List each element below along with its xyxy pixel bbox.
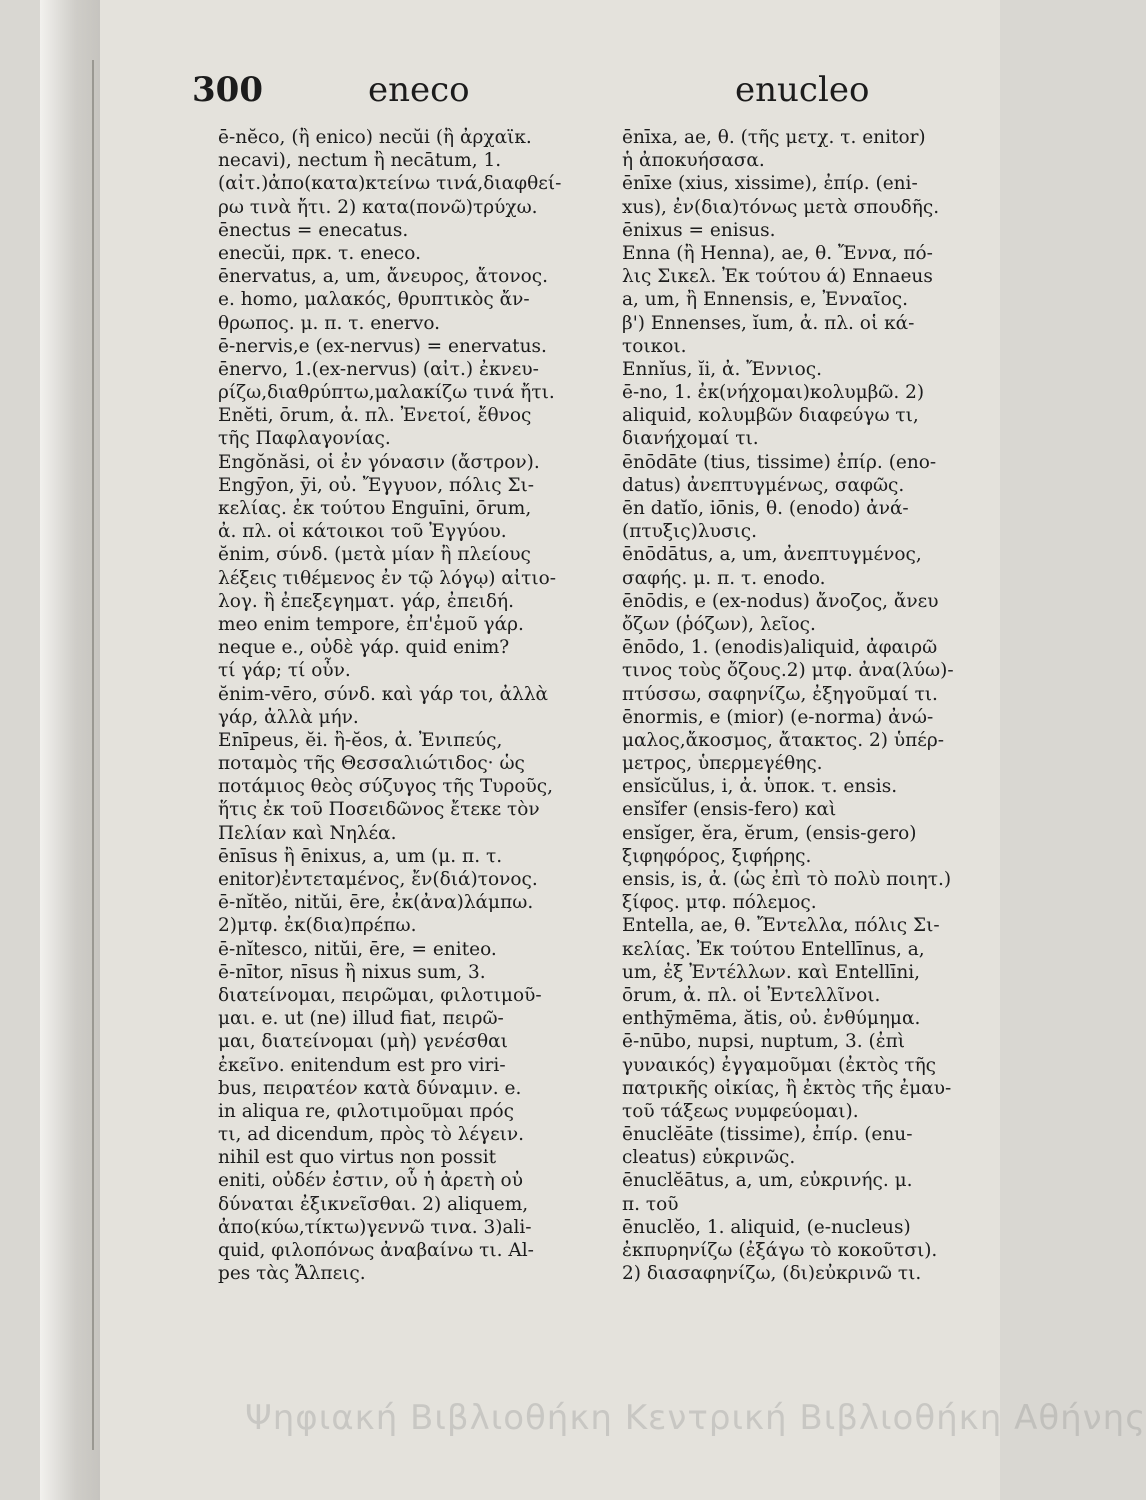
entry-line: ξιφηφόρος, ξιφήρης. — [622, 845, 812, 867]
entry-line: διατείνομαι, πειρῶμαι, φιλοτιμοῦ- — [218, 984, 542, 1006]
entry-line: Πελίαν καὶ Νηλέα. — [218, 822, 397, 844]
entry-line: ensĭfer (ensis-fero) καὶ — [622, 799, 837, 821]
entry-line: ē-nĭtĕo, nitŭi, ēre, ἐκ(ἀνα)λάμπω. — [218, 892, 534, 914]
entry-line: cleatus) εὐκρινῶς. — [622, 1147, 796, 1169]
entry-line: ēnuclĕo, 1. aliquid, (e-nucleus) — [622, 1216, 911, 1238]
entry-line: μαι, διατείνομαι (μὴ) γενέσθαι — [218, 1031, 508, 1053]
entry-line: κελίας. ἐκ τούτου Enguīni, ōrum, — [218, 498, 532, 519]
entry-line: quid, φιλοπόνως ἀναβαίνω τι. Al- — [218, 1240, 534, 1261]
entry-line: ē-nĭtesco, nitŭi, ēre, = eniteo. — [218, 938, 497, 960]
margin-rule — [92, 60, 94, 1450]
entry-line: ἀ. πλ. οἱ κάτοικοι τοῦ Ἐγγύου. — [218, 521, 507, 543]
entry-line: μαλος,ἄκοσμος, ἄτακτος. 2) ὑπέρ- — [622, 729, 944, 751]
entry-line: a, um, ἢ Ennensis, e, Ἐνναῖος. — [622, 289, 908, 311]
entry-line: Enna (ἢ Henna), ae, θ. Ἔννα, πό- — [622, 242, 933, 264]
entry-line: λέξεις τιθέμενος ἐν τῷ λόγῳ) αἰτιο- — [218, 567, 557, 589]
entry-line: ensis, is, ἀ. (ὡς ἐπὶ τὸ πολὺ ποιητ.) — [622, 869, 952, 890]
entry-line: Engŏnăsi, οἱ ἐν γόνασιν (ἄστρον). — [218, 451, 540, 473]
entry-line: μαι. e. ut (ne) illud fiat, πειρῶ- — [218, 1008, 504, 1030]
entry-line: ēnōdis, e (ex-nodus) ἄνοζος, ἄνευ — [622, 590, 939, 612]
entry-line: nihil est quo virtus non possit — [218, 1147, 497, 1169]
entry-line: ēnīxa, ae, θ. (τῆς μετχ. τ. enitor) — [622, 127, 926, 148]
entry-line: σαφής. μ. π. τ. enodo. — [622, 567, 826, 589]
entry-line: ĕnim, σύνδ. (μετὰ μίαν ἢ πλείους — [218, 544, 531, 566]
entry-line: τῆς Παφλαγονίας. — [218, 428, 391, 450]
entry-line: γυναικός) ἐγγαμοῦμαι (ἐκτὸς τῆς — [622, 1054, 937, 1076]
entry-line: in aliqua re, φιλοτιμοῦμαι πρός — [218, 1100, 514, 1122]
entry-line: πατρικῆς οἰκίας, ἢ ἐκτὸς τῆς ἐμαυ- — [622, 1077, 952, 1099]
entry-line: (αἰτ.)ἀπο(κατα)κτείνω τινά,διαφθεί- — [218, 173, 562, 195]
entry-line: pes τὰς Ἄλπεις. — [218, 1263, 366, 1285]
entry-line: ēnervo, 1.(ex-nervus) (αἰτ.) ἐκνευ- — [218, 358, 539, 380]
entry-line: ēn datĭo, iōnis, θ. (enodo) ἀνά- — [622, 498, 909, 519]
entry-line: ēnōdo, 1. (enodis)aliquid, ἀφαιρῶ — [622, 637, 938, 659]
entry-line: enitor)ἐντεταμένος, ἔν(διά)τονος. — [218, 869, 538, 890]
entry-line: necavi), nectum ἢ necātum, 1. — [218, 150, 502, 172]
entry-line: ōrum, ἀ. πλ. οἱ Ἐντελλῖνοι. — [622, 984, 881, 1006]
entry-line: ξίφος. μτφ. πόλεμος. — [622, 892, 817, 914]
entry-line: τινος τοὺς ὄζους.2) μτφ. ἀνα(λύω)- — [622, 660, 954, 682]
entry-line: ἡ ἀποκυήσασα. — [622, 150, 765, 172]
entry-line: π. τοῦ — [622, 1193, 679, 1215]
entry-line: Enĕti, ōrum, ἀ. πλ. Ἐνετοί, ἔθνος — [218, 405, 532, 427]
entry-line: ēnōdātus, a, um, ἀνεπτυγμένος, — [622, 544, 922, 566]
library-watermark: Ψηφιακή Βιβλιοθήκη Κεντρική Βιβλιοθήκη Αθήνης — [245, 1398, 1146, 1438]
entry-line: ēnervatus, a, um, ἄνευρος, ἄτονος. — [218, 266, 548, 288]
entry-line: neque e., οὐδὲ γάρ. quid enim? — [218, 637, 510, 659]
entry-line: ēnōdāte (tius, tissime) ἐπίρ. (eno- — [622, 451, 937, 473]
entry-line: Ennĭus, ĭi, ἀ. Ἔννιος. — [622, 358, 823, 380]
entry-line: ρίζω,διαθρύπτω,μαλακίζω τινά ἤτι. — [218, 382, 555, 404]
entry-line: um, ἐξ Ἐντέλλων. καὶ Entellīni, — [622, 961, 921, 983]
right-guide-word: enucleo — [735, 70, 870, 110]
entry-line: xus), ἐν(δια)τόνως μετὰ σπουδῆς. — [622, 196, 940, 218]
entry-line: ēnīxe (xius, xissime), ἐπίρ. (eni- — [622, 173, 918, 195]
entry-line: ē-nūbo, nupsi, nuptum, 3. (ἐπὶ — [622, 1031, 906, 1053]
entry-line: ὄζων (ῥόζων), λεῖος. — [622, 613, 816, 635]
left-guide-word: eneco — [368, 70, 470, 110]
entry-line: Engȳon, ȳi, οὐ. Ἔγγυον, πόλις Σι- — [218, 474, 535, 496]
entry-line: e. homo, μαλακός, θρυπτικὸς ἄν- — [218, 289, 530, 311]
entry-line: aliquid, κολυμβῶν διαφεύγω τι, — [622, 405, 919, 427]
entry-line: bus, πειρατέον κατὰ δύναμιν. e. — [218, 1077, 522, 1099]
entry-line: datus) ἀνεπτυγμένως, σαφῶς. — [622, 474, 905, 496]
entry-line: γάρ, ἀλλὰ μήν. — [218, 706, 359, 728]
entry-line: μετρος, ὑπερμεγέθης. — [622, 753, 823, 775]
entry-line: 2) διασαφηνίζω, (δι)εὐκρινῶ τι. — [622, 1263, 922, 1285]
entry-line: ē-nītor, nīsus ἢ nixus sum, 3. — [218, 961, 486, 983]
entry-line: ἥτις ἐκ τοῦ Ποσειδῶνος ἔτεκε τὸν — [218, 799, 540, 821]
entry-line: ēnuclĕātus, a, um, εὐκρινής. μ. — [622, 1170, 913, 1192]
entry-line: τι, ad dicendum, πρὸς τὸ λέγειν. — [218, 1124, 525, 1146]
entry-line: ποτάμιος θεὸς σύζυγος τῆς Τυροῦς, — [218, 776, 554, 798]
entry-line: ēnectus = enecatus. — [218, 219, 409, 241]
entry-line: 2)μτφ. ἐκ(δια)πρέπω. — [218, 915, 417, 937]
entry-line: ἐκπυρηνίζω (ἐξάγω τὸ κοκοῦτσι). — [622, 1240, 938, 1261]
entry-line: ἀπο(κύω,τίκτω)γεννῶ τινα. 3)ali- — [218, 1216, 532, 1238]
entry-line: meo enim tempore, ἐπ'ἐμοῦ γάρ. — [218, 613, 524, 635]
entry-line: ēnormis, e (mior) (e-norma) ἀνώ- — [622, 706, 934, 728]
entry-line: β') Ennenses, ĭum, ἀ. πλ. οἱ κά- — [622, 312, 915, 334]
entry-line: (πτυξις)λυσις. — [622, 521, 757, 543]
entry-line: πτύσσω, σαφηνίζω, ἐξηγοῦμαί τι. — [622, 683, 938, 705]
entry-line: enecŭi, πρκ. τ. eneco. — [218, 242, 421, 264]
page-binding-shadow — [40, 0, 100, 1500]
entry-line: λογ. ἢ ἐπεξεγηματ. γάρ, ἐπειδή. — [218, 590, 514, 612]
entry-line: eniti, οὐδέν ἐστιν, οὗ ἡ ἀρετὴ οὐ — [218, 1170, 523, 1192]
entry-line: ē-nervis,e (ex-nervus) = enervatus. — [218, 335, 547, 357]
entry-line: ensĭger, ĕra, ĕrum, (ensis-gero) — [622, 822, 917, 844]
page-number: 300 — [192, 70, 263, 110]
dictionary-page — [40, 0, 1146, 1500]
entry-line: ēnīsus ἢ ēnixus, a, um (μ. π. τ. — [218, 845, 503, 867]
entry-line: τοικοι. — [622, 335, 687, 357]
entry-line: ēnuclĕāte (tissime), ἐπίρ. (enu- — [622, 1124, 913, 1146]
entry-line: ρω τινὰ ἤτι. 2) κατα(πονῶ)τρύχω. — [218, 196, 538, 218]
entry-line: ποταμὸς τῆς Θεσσαλιώτιδος· ὡς — [218, 753, 525, 775]
entry-line: ēnixus = enisus. — [622, 219, 776, 241]
entry-line: ē-no, 1. ἐκ(νήχομαι)κολυμβῶ. 2) — [622, 382, 925, 404]
entry-line: κελίας. Ἐκ τούτου Entellīnus, a, — [622, 938, 925, 960]
entry-line: ē-nĕco, (ἢ enico) necŭi (ἢ ἀρχαϊκ. — [218, 127, 532, 148]
entry-line: τί γάρ; τί οὖν. — [218, 660, 351, 682]
entry-line: enthȳmēma, ătis, οὐ. ἐνθύμημα. — [622, 1008, 921, 1030]
page-header — [190, 62, 990, 112]
right-column — [622, 126, 1014, 1285]
entry-line: διανήχομαί τι. — [622, 428, 759, 450]
entry-line: Enīpeus, ĕi. ἢ-ĕos, ἀ. Ἐνιπεύς, — [218, 729, 503, 751]
entry-line: δύναται ἐξικνεῖσθαι. 2) aliquem, — [218, 1193, 529, 1215]
left-column — [218, 126, 610, 1285]
entry-line: λις Σικελ. Ἐκ τούτου ά) Ennaeus — [622, 266, 933, 288]
entry-line: ĕnim-vēro, σύνδ. καὶ γάρ τοι, ἀλλὰ — [218, 683, 549, 705]
entry-line: τοῦ τάξεως νυμφεύομαι). — [622, 1100, 859, 1122]
entry-line: ἐκεῖνο. enitendum est pro viri- — [218, 1054, 506, 1076]
entry-line: ensĭcŭlus, i, ἀ. ὑποκ. τ. ensis. — [622, 776, 898, 798]
entry-line: θρωπος. μ. π. τ. enervo. — [218, 312, 441, 334]
entry-line: Entella, ae, θ. Ἔντελλα, πόλις Σι- — [622, 915, 940, 937]
